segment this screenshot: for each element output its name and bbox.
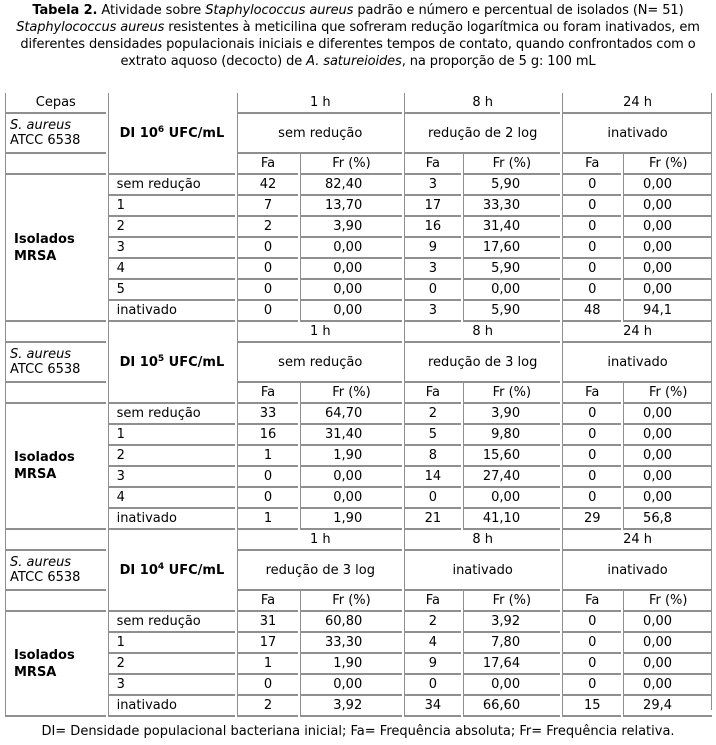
reference-strain [5, 343, 106, 383]
fa-value: 0 [562, 488, 621, 509]
reference-result: inativado [562, 343, 712, 383]
table-row [5, 217, 712, 238]
fr-value: 56,8 [623, 509, 712, 530]
fr-value: 7,80 [463, 633, 561, 654]
fr-value: 0,00 [623, 217, 712, 238]
fa-value: 42 [237, 175, 297, 196]
reduction-label: 4 [108, 259, 236, 280]
fr-value: 0,00 [623, 675, 712, 696]
fa-value: 0 [562, 404, 621, 425]
reduction-label: 1 [108, 196, 236, 217]
fa-value: 0 [562, 612, 621, 633]
fa-value: 0 [562, 675, 621, 696]
empty-cell [5, 154, 106, 175]
fa-value: 3 [404, 175, 460, 196]
fr-value: 0,00 [623, 175, 712, 196]
table-row [5, 280, 712, 301]
fr-value: 0,00 [623, 488, 712, 509]
table-row [5, 654, 712, 675]
table-row [5, 404, 712, 425]
fa-value: 2 [404, 612, 460, 633]
fa-value: 0 [562, 280, 621, 301]
fa-value: 0 [562, 654, 621, 675]
fr-value: 31,40 [463, 217, 561, 238]
table-row [5, 196, 712, 217]
reduction-label: 5 [108, 280, 236, 301]
reduction-label: 2 [108, 217, 236, 238]
fa-value: 1 [237, 654, 297, 675]
fr-value: 17,64 [463, 654, 561, 675]
density-prefix: DI 10 [119, 125, 158, 141]
fr-value: 27,40 [463, 467, 561, 488]
fa-value: 31 [237, 612, 297, 633]
fr-value: 0,00 [300, 301, 403, 322]
fa-value: 3 [404, 259, 460, 280]
table-row [5, 301, 712, 322]
strain-name: S. aureus [10, 555, 72, 570]
fa-value: 0 [404, 488, 460, 509]
reduction-label: inativado [108, 696, 236, 717]
strain-name: S. aureus [10, 347, 72, 362]
fr-header: Fr (%) [300, 591, 403, 612]
fr-header: Fr (%) [300, 154, 403, 175]
density-header [108, 530, 236, 612]
fa-value: 1 [237, 509, 297, 530]
fr-value: 60,80 [300, 612, 403, 633]
fa-value: 9 [404, 238, 460, 259]
caption-label: Tabela 2. [32, 3, 98, 18]
group-label-line2: MRSA [14, 248, 57, 264]
time-header: 24 h [562, 322, 712, 343]
fr-value: 17,60 [463, 238, 561, 259]
group-label-line2: MRSA [14, 467, 57, 482]
fr-value: 0,00 [463, 280, 561, 301]
table-row [5, 467, 712, 488]
group-label-line1: Isolados [14, 231, 75, 247]
table-row [5, 612, 712, 633]
reference-result: redução de 2 log [404, 114, 560, 154]
fr-value: 3,90 [463, 404, 561, 425]
fr-header: Fr (%) [463, 591, 561, 612]
fr-value: 0,00 [623, 446, 712, 467]
reduction-label: 3 [108, 467, 236, 488]
fr-value: 0,00 [300, 238, 403, 259]
fa-value: 2 [404, 404, 460, 425]
fa-header: Fa [562, 383, 621, 404]
density-exponent: 6 [157, 124, 165, 135]
fa-header: Fa [404, 154, 460, 175]
fa-value: 21 [404, 509, 460, 530]
fa-value: 48 [562, 301, 621, 322]
fa-value: 33 [237, 404, 297, 425]
fa-value: 9 [404, 654, 460, 675]
fa-value: 0 [562, 446, 621, 467]
fr-value: 3,92 [463, 612, 561, 633]
caption-text-4: , na proporção de 5 g: 100 mL [401, 54, 596, 69]
density-suffix: UFC/mL [164, 354, 225, 370]
fr-value: 82,40 [300, 175, 403, 196]
fr-value: 0,00 [300, 675, 403, 696]
fa-value: 17 [404, 196, 460, 217]
fr-value: 0,00 [463, 488, 561, 509]
fr-value: 0,00 [623, 238, 712, 259]
time-header: 1 h [237, 530, 402, 551]
fr-header: Fr (%) [623, 154, 712, 175]
fr-value: 5,90 [463, 301, 561, 322]
fr-value: 0,00 [623, 425, 712, 446]
caption-text-3: resistentes à meticilina que sofreram redução logarítmica ou foram inativados, em diferentes densidades populacionais iniciais e diferentes tempos de contato, quando confrontados com o extrato aquoso (decocto) de [20, 20, 700, 69]
time-header: 1 h [237, 93, 402, 114]
fr-value: 94,1 [623, 301, 712, 322]
fr-value: 5,90 [463, 259, 561, 280]
reference-result: sem redução [237, 114, 402, 154]
reduction-label: sem redução [108, 175, 236, 196]
table-row [5, 175, 712, 196]
group-label [5, 612, 106, 717]
fr-value: 41,10 [463, 509, 561, 530]
reduction-label: sem redução [108, 612, 236, 633]
fr-value: 0,00 [300, 467, 403, 488]
fr-value: 15,60 [463, 446, 561, 467]
fa-value: 15 [562, 696, 621, 717]
fr-value: 13,70 [300, 196, 403, 217]
fa-value: 14 [404, 467, 460, 488]
table-row [5, 633, 712, 654]
fa-value: 16 [237, 425, 297, 446]
time-header-row [5, 530, 712, 551]
reduction-label: 1 [108, 633, 236, 654]
reduction-label: sem redução [108, 404, 236, 425]
caption-species-1: Staphylococcus aureus [205, 3, 354, 18]
density-exponent: 5 [157, 353, 165, 364]
fa-header: Fa [237, 591, 297, 612]
fa-value: 0 [404, 675, 460, 696]
empty-cell [5, 383, 106, 404]
reference-result: redução de 3 log [404, 343, 560, 383]
table-row [5, 675, 712, 696]
fa-value: 0 [562, 425, 621, 446]
time-header: 8 h [404, 530, 560, 551]
reduction-label: 2 [108, 654, 236, 675]
fr-value: 0,00 [623, 404, 712, 425]
time-header-row [5, 93, 712, 114]
fr-header: Fr (%) [463, 383, 561, 404]
fr-value: 0,00 [623, 259, 712, 280]
strain-code: ATCC 6538 [10, 133, 81, 148]
time-header: 24 h [562, 530, 712, 551]
fa-value: 17 [237, 633, 297, 654]
fr-value: 0,00 [300, 259, 403, 280]
group-label-line1: Isolados [14, 647, 75, 663]
strain-name: S. aureus [10, 118, 72, 133]
reference-strain [5, 551, 106, 591]
caption-text-1: Atividade sobre [97, 3, 206, 18]
fr-value: 29,4 [623, 696, 712, 717]
fa-value: 0 [237, 301, 297, 322]
fr-value: 64,70 [300, 404, 403, 425]
fa-value: 0 [237, 259, 297, 280]
reduction-label: inativado [108, 509, 236, 530]
fr-value: 0,00 [463, 675, 561, 696]
strain-code: ATCC 6538 [10, 570, 81, 585]
fa-header: Fa [562, 591, 621, 612]
fr-value: 3,90 [300, 217, 403, 238]
table-row [5, 509, 712, 530]
fr-value: 31,40 [300, 425, 403, 446]
density-suffix: UFC/mL [164, 562, 225, 578]
fr-header: Fr (%) [300, 383, 403, 404]
fa-value: 0 [562, 259, 621, 280]
fr-value: 0,00 [623, 467, 712, 488]
fa-value: 2 [237, 217, 297, 238]
fa-value: 7 [237, 196, 297, 217]
fr-value: 1,90 [300, 654, 403, 675]
fa-value: 0 [237, 675, 297, 696]
strain-code: ATCC 6538 [10, 362, 81, 377]
reduction-label: inativado [108, 301, 236, 322]
table-row [5, 425, 712, 446]
reduction-label: 1 [108, 425, 236, 446]
reduction-label: 3 [108, 675, 236, 696]
fr-value: 33,30 [300, 633, 403, 654]
fr-value: 0,00 [623, 196, 712, 217]
group-label-line1: Isolados [14, 450, 75, 465]
fa-value: 0 [562, 175, 621, 196]
table-footnote: DI= Densidade populacional bacteriana inicial; Fa= Frequência absoluta; Fr= Frequência relativa. [41, 724, 675, 739]
table-row [5, 696, 712, 717]
fr-value: 3,92 [300, 696, 403, 717]
time-header: 8 h [404, 93, 560, 114]
fr-header: Fr (%) [463, 154, 561, 175]
reference-strain [5, 114, 106, 154]
time-header-row [5, 322, 712, 343]
fa-value: 2 [237, 696, 297, 717]
cepas-header-empty [5, 530, 106, 551]
fr-value: 1,90 [300, 509, 403, 530]
table-row [5, 446, 712, 467]
fa-value: 0 [562, 196, 621, 217]
reference-result: sem redução [237, 343, 402, 383]
fa-value: 29 [562, 509, 621, 530]
table-row [5, 238, 712, 259]
fr-value: 0,00 [623, 280, 712, 301]
density-prefix: DI 10 [119, 354, 158, 370]
fr-value: 0,00 [300, 488, 403, 509]
fa-header: Fa [404, 591, 460, 612]
reduction-label: 2 [108, 446, 236, 467]
density-exponent: 4 [157, 561, 165, 572]
fr-value: 0,00 [300, 280, 403, 301]
fr-value: 0,00 [623, 633, 712, 654]
fr-header: Fr (%) [623, 591, 712, 612]
fr-value: 5,90 [463, 175, 561, 196]
reference-result: inativado [404, 551, 560, 591]
fr-value: 0,00 [623, 654, 712, 675]
fa-value: 0 [237, 238, 297, 259]
fa-value: 5 [404, 425, 460, 446]
reference-result: redução de 3 log [237, 551, 402, 591]
fa-header: Fa [404, 383, 460, 404]
density-header [108, 93, 236, 175]
fa-value: 0 [237, 280, 297, 301]
density-header [108, 322, 236, 404]
density-suffix: UFC/mL [164, 125, 225, 141]
fr-value: 0,00 [623, 612, 712, 633]
table-caption [0, 2, 716, 70]
fa-value: 0 [237, 488, 297, 509]
fa-value: 0 [562, 238, 621, 259]
reference-result: inativado [562, 114, 712, 154]
group-label [5, 404, 106, 530]
fa-value: 0 [562, 633, 621, 654]
fr-value: 1,90 [300, 446, 403, 467]
fa-value: 0 [404, 280, 460, 301]
fa-value: 34 [404, 696, 460, 717]
cepas-header: Cepas [5, 93, 106, 114]
results-table [3, 93, 714, 717]
fa-value: 3 [404, 301, 460, 322]
reference-result: inativado [562, 551, 712, 591]
time-header: 1 h [237, 322, 402, 343]
group-label [5, 175, 106, 322]
fa-value: 8 [404, 446, 460, 467]
density-prefix: DI 10 [119, 562, 158, 578]
fa-header: Fa [237, 154, 297, 175]
fr-value: 66,60 [463, 696, 561, 717]
caption-text-2: padrão e número e percentual de isolados (N= 51) [353, 3, 684, 18]
caption-species-3: A. satureioides [306, 54, 402, 69]
table-row [5, 259, 712, 280]
reduction-label: 4 [108, 488, 236, 509]
group-label-line2: MRSA [14, 664, 57, 680]
cepas-header-empty [5, 322, 106, 343]
fr-value: 9,80 [463, 425, 561, 446]
fa-value: 0 [562, 467, 621, 488]
fa-value: 4 [404, 633, 460, 654]
fa-header: Fa [237, 383, 297, 404]
fr-header: Fr (%) [623, 383, 712, 404]
fr-value: 33,30 [463, 196, 561, 217]
time-header: 24 h [562, 93, 712, 114]
empty-cell [5, 591, 106, 612]
fa-value: 0 [562, 217, 621, 238]
caption-species-2: Staphylococcus aureus [16, 20, 165, 35]
fa-value: 0 [237, 467, 297, 488]
time-header: 8 h [404, 322, 560, 343]
reduction-label: 3 [108, 238, 236, 259]
table-row [5, 488, 712, 509]
fa-value: 16 [404, 217, 460, 238]
fa-value: 1 [237, 446, 297, 467]
fa-header: Fa [562, 154, 621, 175]
